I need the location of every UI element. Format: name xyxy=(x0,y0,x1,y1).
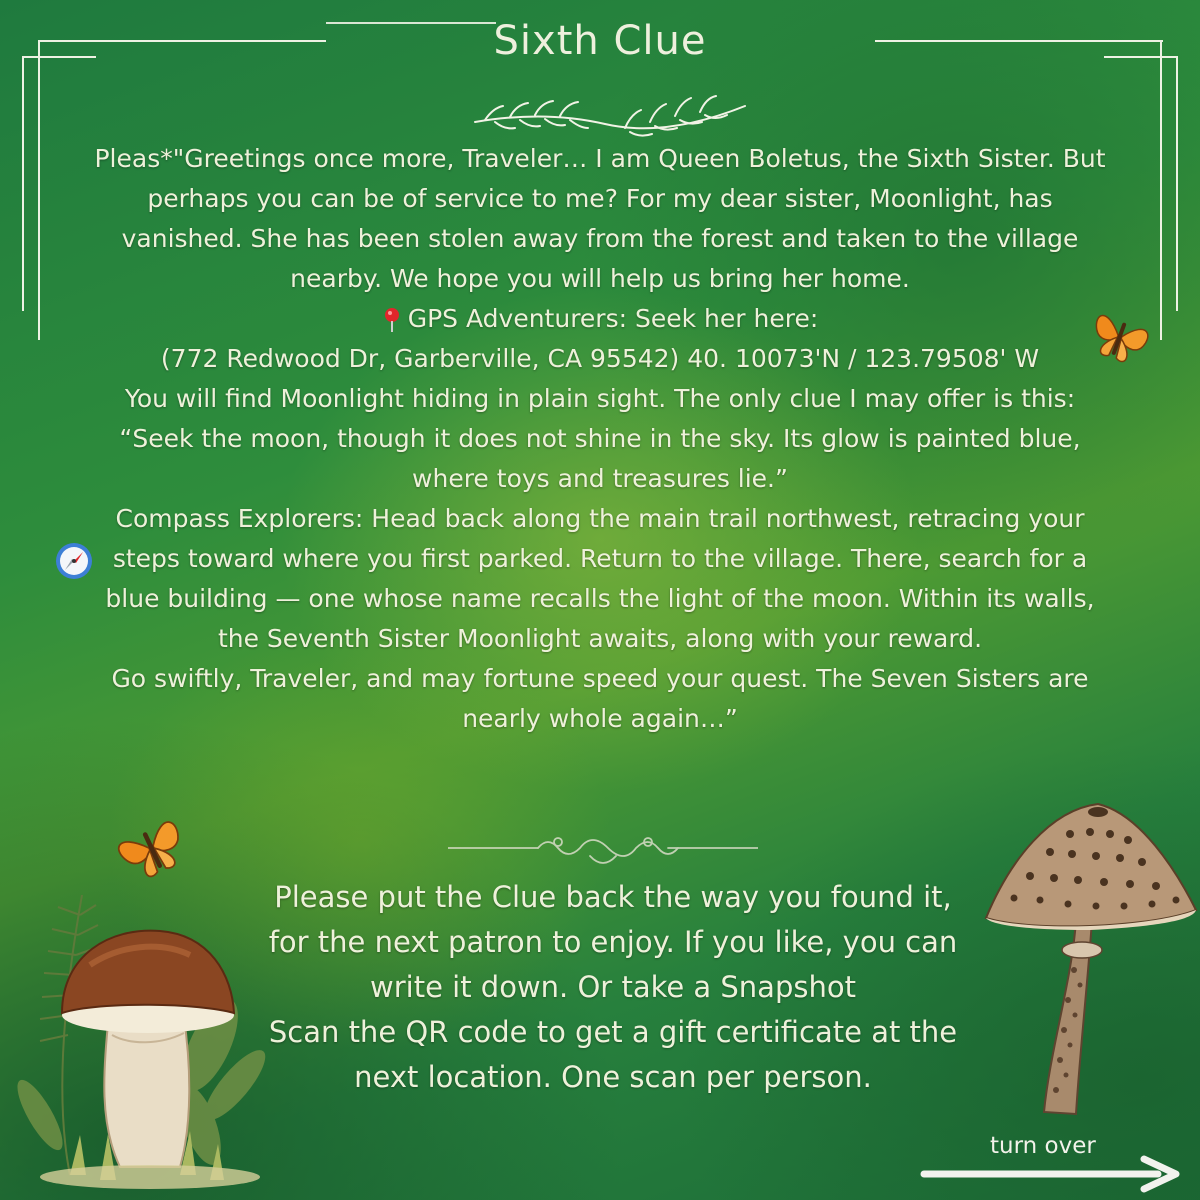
page-title: Sixth Clue xyxy=(493,18,707,64)
butterfly-icon xyxy=(1088,302,1152,370)
gps-location: (772 Redwood Dr, Garberville, CA 95542) 40. 10073'N / 123.79508' W xyxy=(160,344,1040,373)
frame-right-inner xyxy=(1160,40,1162,340)
put-back-notice: Please put the Clue back the way you found it, for the next patron to enjoy. If you like, you can write it down. Or take a Snapshot xyxy=(268,880,958,1004)
story-hint: You will find Moonlight hiding in plain sight. The only clue I may offer is this: “Seek the moon, though it does not shine in the sky. Its glow is painted blue, where toys and treasures lie.” xyxy=(119,384,1081,493)
compass-icon xyxy=(54,541,94,581)
right-arrow-icon[interactable] xyxy=(920,1155,1182,1193)
patron-notice xyxy=(268,875,958,1100)
frame-left-inner xyxy=(38,40,40,340)
bolete-mushroom-illustration xyxy=(10,875,280,1195)
frame-right-outer xyxy=(1176,56,1178,311)
compass-directions: Compass Explorers: Head back along the main trail northwest, retracing your steps toward where you first parked. Return to the village. There, search for a blue building — one whose name recalls the light of the moon. Within its walls, the Seventh Sister Moonlight awaits, along with your reward. xyxy=(105,504,1095,653)
qr-notice: Scan the QR code to get a gift certificate at the next location. One scan per person. xyxy=(268,1015,958,1094)
story-intro: Pleas*"Greetings once more, Traveler… I am Queen Boletus, the Sixth Sister. But perhaps you can be of service to me? For my dear sister, Moonlight, has vanished. She has been stolen away from the forest and taken to the village nearby. We hope you will help us bring her home. xyxy=(94,144,1106,293)
parasol-mushroom-illustration xyxy=(980,800,1200,1120)
clue-story xyxy=(90,139,1110,739)
round-pushpin-icon xyxy=(382,307,402,333)
scroll-divider-icon xyxy=(448,826,758,868)
frame-left-outer xyxy=(22,56,24,311)
gps-heading: GPS Adventurers: Seek her here: xyxy=(407,304,819,333)
gps-heading-line xyxy=(90,299,1110,339)
turn-over-label[interactable]: turn over xyxy=(990,1133,1096,1159)
laurel-divider-icon xyxy=(455,92,765,140)
story-closing: Go swiftly, Traveler, and may fortune speed your quest. The Seven Sisters are nearly whole again…” xyxy=(111,664,1089,733)
